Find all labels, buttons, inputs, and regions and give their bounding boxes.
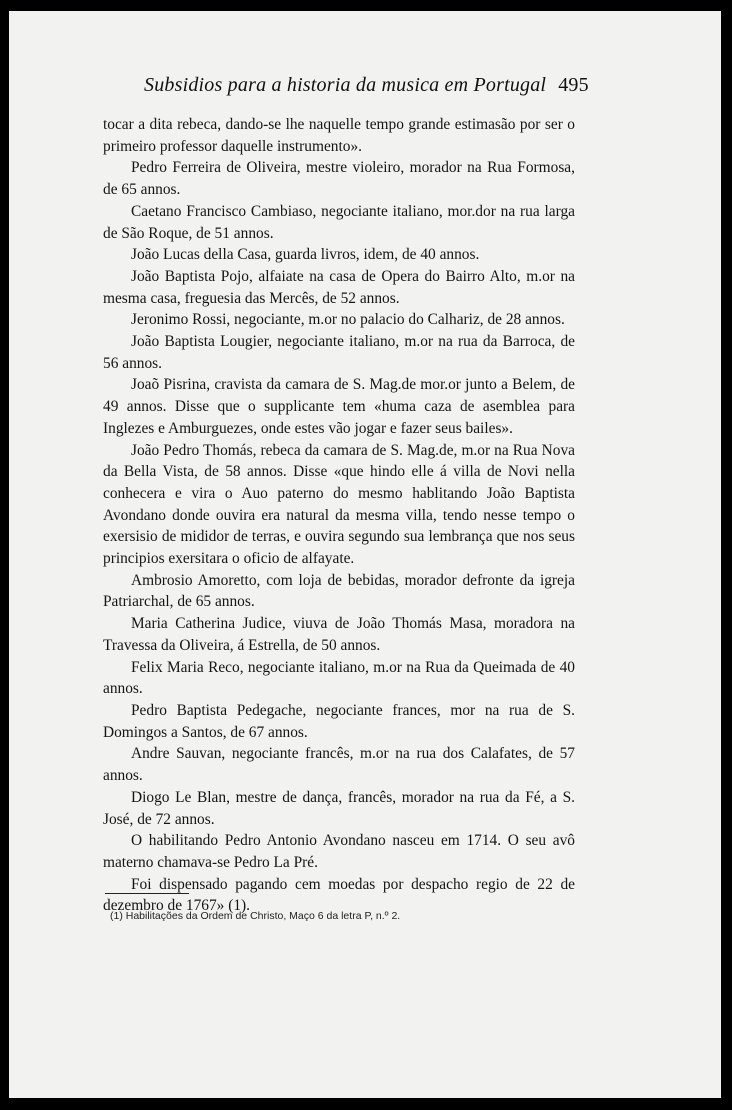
- paragraph: Joaõ Pisrina, cravista da camara de S. Mag.de mor.or junto a Belem, de 49 annos. Disse que o supplicante tem «huma caza de asemblea para Inglezes e Amburguezes, onde estes vão jogar e fazer seus bailes».: [103, 376, 575, 437]
- paragraph: João Pedro Thomás, rebeca da camara de S. Mag.de, m.or na Rua Nova da Bella Vista, de 58 annos. Disse «que hindo elle á villa de Novi nella conhecera e vira o Auo paterno do mesmo hablitando João Baptista Avondano donde ouvira era natural da mesma villa, tendo nesse tempo o exersisio de mididor de terras, e ouvira segundo sua lembrança que nos seus principios exersitara o oficio de alfayate.: [103, 441, 575, 568]
- paragraph: João Baptista Pojo, alfaiate na casa de Opera do Bairro Alto, m.or na mesma casa, freguesia das Mercês, de 52 annos.: [103, 267, 575, 307]
- paragraph: Ambrosio Amoretto, com loja de bebidas, morador defronte da igreja Patriarchal, de 65 annos.: [103, 571, 575, 611]
- paragraph: Pedro Baptista Pedegache, negociante frances, mor na rua de S. Domingos a Santos, de 67 annos.: [103, 701, 575, 741]
- footnote: (1) Habilitações da Ordem de Christo, Maço 6 da letra P, n.º 2.: [110, 910, 401, 922]
- paragraph: Diogo Le Blan, mestre de dança, francês, morador na rua da Fé, a S. José, de 72 annos.: [103, 788, 575, 828]
- paragraph: Felix Maria Reco, negociante italiano, m.or na Rua da Queimada de 40 annos.: [103, 658, 575, 698]
- paragraph: Andre Sauvan, negociante francês, m.or na rua dos Calafates, de 57 annos.: [103, 745, 575, 785]
- paragraph: Pedro Ferreira de Oliveira, mestre violeiro, morador na Rua Formosa, de 65 annos.: [103, 159, 575, 199]
- running-header: [144, 74, 589, 97]
- paragraph: tocar a dita rebeca, dando-se lhe naquelle tempo grande estimasão por ser o primeiro professor daquelle instrumento».: [103, 116, 575, 155]
- paragraph: O habilitando Pedro Antonio Avondano nasceu em 1714. O seu avô materno chamava-se Pedro La Pré.: [103, 832, 575, 871]
- paragraph: João Lucas della Casa, guarda livros, idem, de 40 annos.: [131, 246, 480, 264]
- paragraph: Foi dispensado pagando cem moedas por despacho regio de 22 de dezembro de 1767» (1).: [103, 875, 575, 915]
- paragraph: João Baptista Lougier, negociante italiano, m.or na rua da Barroca, de 56 annos.: [103, 333, 575, 372]
- page-number: 495: [558, 74, 589, 96]
- footnote-rule: [105, 893, 189, 894]
- book-page: [9, 11, 721, 1098]
- paragraph: Jeronimo Rossi, negociante, m.or no palacio do Calhariz, de 28 annos.: [131, 311, 565, 329]
- body-text: [103, 114, 575, 917]
- paragraph: Caetano Francisco Cambiaso, negociante italiano, mor.dor na rua larga de São Roque, de 51 annos.: [103, 202, 575, 242]
- paragraph: Maria Catherina Judice, viuva de João Thomás Masa, moradora na Travessa da Oliveira, á Estrella, de 50 annos.: [103, 615, 575, 654]
- running-title: Subsidios para a historia da musica em Portugal: [144, 74, 547, 96]
